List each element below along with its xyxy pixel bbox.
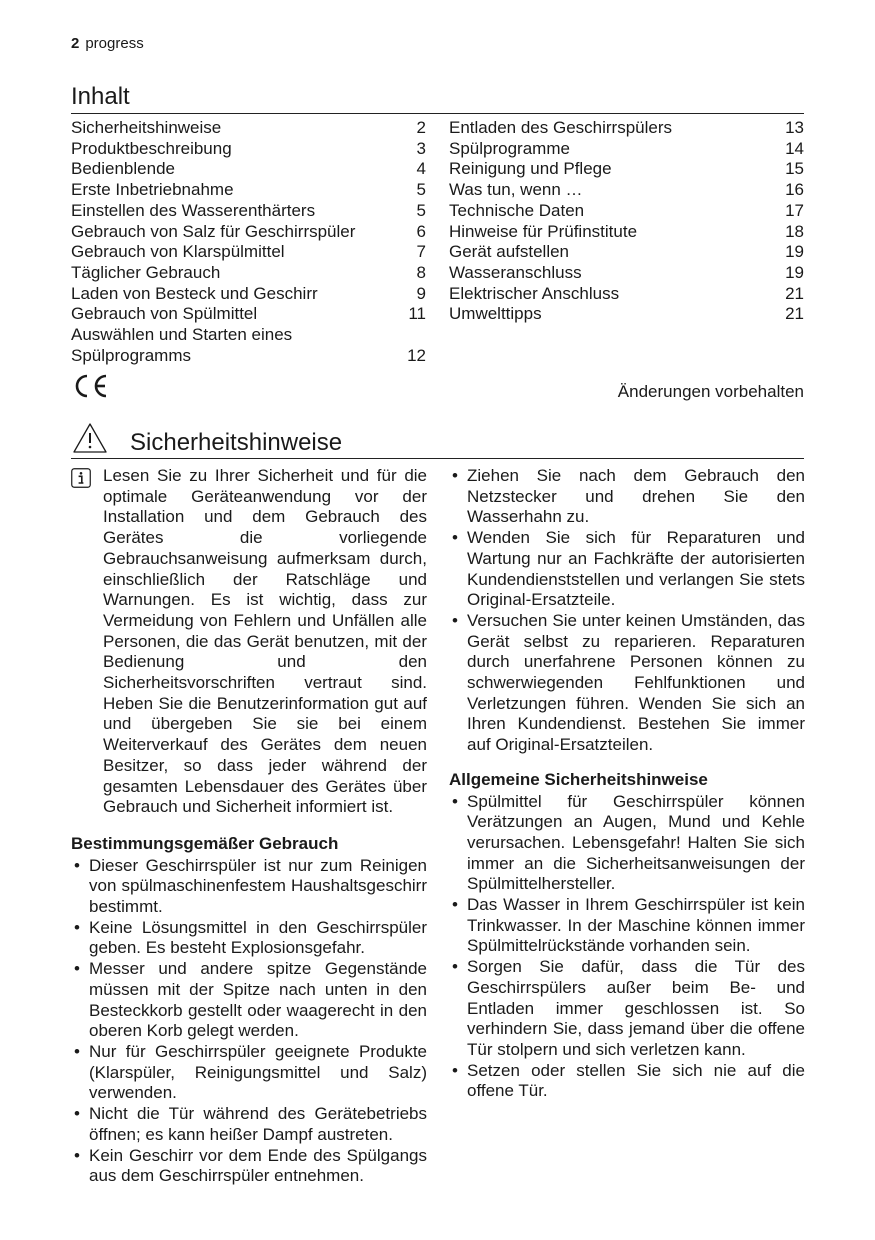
page-header — [71, 35, 144, 52]
section-divider — [71, 458, 804, 459]
toc-entry[interactable] — [449, 159, 804, 180]
toc-entry-title: Täglicher Gebrauch — [71, 262, 221, 282]
info-icon — [71, 468, 91, 488]
toc-entry-title: Gebrauch von Spülmittel — [71, 304, 258, 324]
toc-entry[interactable] — [449, 201, 804, 222]
toc-entry-title: Gebrauch von Klarspülmittel — [71, 242, 285, 262]
list-item: • Wenden Sie sich für Reparaturen und Wartung nur an Fachkräfte der autorisierten Kundendienststellen und verlangen Sie stets Original-Ersatzteile. — [449, 528, 805, 611]
toc-entry-title: Wasseranschluss — [449, 262, 582, 282]
list-item: • Dieser Geschirrspüler ist nur zum Reinigen von spülmaschinenfestem Haushaltsgeschirr bestimmt. — [71, 856, 427, 918]
intended-use-list-continued — [449, 466, 805, 756]
toc-entry-page: 8 — [416, 262, 426, 282]
toc-divider — [71, 113, 804, 114]
toc-entry-page: 17 — [785, 200, 804, 220]
toc-entry-page: 9 — [416, 283, 426, 303]
toc-entry-page: 12 — [407, 345, 426, 365]
toc-entry[interactable] — [71, 222, 426, 243]
toc-entry[interactable] — [449, 180, 804, 201]
toc-right-column — [449, 118, 804, 325]
toc-entry[interactable] — [71, 304, 426, 325]
toc-entry-title: Reinigung und Pflege — [449, 159, 612, 179]
list-item: • Das Wasser in Ihrem Geschirrspüler ist kein Trinkwasser. In der Maschine können immer Spülmittelrückstände vorhanden sein. — [449, 895, 805, 957]
general-safety-list — [449, 792, 805, 1103]
toc-title: Inhalt — [71, 83, 130, 110]
toc-entry-page: 15 — [785, 159, 804, 179]
list-item: • Versuchen Sie unter keinen Umständen, das Gerät selbst zu reparieren. Reparaturen durch unerfahrene Personen können zu schwerwiegenden Fehlfunktionen und Verletzungen führen. Wenden Sie sich an Ihren Kundendienst. Bestehen Sie immer auf Original-Ersatzteilen. — [449, 611, 805, 756]
toc-entry-title: Hinweise für Prüfinstitute — [449, 221, 638, 241]
toc-entry-title: Was tun, wenn … — [449, 180, 583, 200]
toc-entry-page: 18 — [785, 221, 804, 241]
toc-entry-page: 21 — [785, 283, 804, 303]
toc-entry-page: 19 — [785, 242, 804, 262]
toc-entry[interactable] — [71, 201, 426, 222]
list-item: • Nicht die Tür während des Gerätebetriebs öffnen; es kann heißer Dampf austreten. — [71, 1104, 427, 1145]
list-item: • Kein Geschirr vor dem Ende des Spülgangs aus dem Geschirrspüler entnehmen. — [71, 1146, 427, 1187]
list-item: • Messer und andere spitze Gegenstände müssen mit der Spitze nach unten in den Besteckkorb gestellt oder waagerecht in den oberen Korb gelegt werden. — [71, 959, 427, 1042]
info-text: Lesen Sie zu Ihrer Sicherheit und für die optimale Geräteanwendung vor der Installation und dem Gebrauch des Gerätes die vorliegende Gebrauchsanweisung aufmerksam durch, einschließlich der Ratschläge und Warnungen. Es ist wichtig, dass zur Vermeidung von Fehlern und Unfällen alle Personen, die das Gerät benutzen, mit der Bedienung und den Sicherheitsvorschriften vertraut sind. Heben Sie die Benutzerinformation gut auf und übergeben Sie sie bei einem Weiterverkauf des Gerätes dem neuen Besitzer, so dass jeder während der gesamten Lebensdauer des Gerätes über Gebrauch und Sicherheit informiert ist. — [103, 466, 427, 817]
toc-left-column — [71, 118, 426, 366]
intended-use-heading: Bestimmungsgemäßer Gebrauch — [71, 833, 339, 853]
intended-use-list — [71, 856, 427, 1187]
toc-entry-page: 2 — [416, 118, 426, 137]
toc-entry-page: 7 — [416, 242, 426, 262]
toc-entry-page: 6 — [416, 221, 426, 241]
section-title: Sicherheitshinweise — [130, 429, 343, 456]
toc-entry[interactable] — [71, 325, 426, 366]
toc-entry-title: Einstellen des Wasserenthärters — [71, 200, 316, 220]
toc-entry[interactable] — [449, 304, 804, 325]
toc-entry-page: 19 — [785, 262, 804, 282]
toc-entry-title: Umwelttipps — [449, 304, 542, 324]
toc-entry-title: Technische Daten — [449, 200, 585, 220]
toc-entry[interactable] — [71, 159, 426, 180]
toc-entry-page: 13 — [785, 118, 804, 137]
toc-entry-page: 16 — [785, 180, 804, 200]
toc-entry[interactable] — [71, 263, 426, 284]
toc-entry-title: Spülprogramme — [449, 138, 570, 158]
toc-entry-page: 4 — [416, 159, 426, 179]
list-item: • Sorgen Sie dafür, dass die Tür des Geschirrspülers außer beim Be- und Entladen immer geschlossen ist. So verhindern Sie, dass jemand über die offene Tür stolpern und sich verletzen kann. — [449, 957, 805, 1061]
toc-entry[interactable] — [449, 118, 804, 139]
toc-entry-title: Produktbeschreibung — [71, 138, 232, 158]
toc-entry[interactable] — [449, 222, 804, 243]
toc-entry-title: Gerät aufstellen — [449, 242, 570, 262]
toc-entry-page: 5 — [416, 200, 426, 220]
ce-mark-icon — [70, 372, 110, 400]
info-block — [71, 466, 427, 818]
list-item: • Ziehen Sie nach dem Gebrauch den Netzstecker und drehen Sie den Wasserhahn zu. — [449, 466, 805, 528]
list-item: • Nur für Geschirrspüler geeignete Produkte (Klarspüler, Reinigungsmittel und Salz) verwenden. — [71, 1042, 427, 1104]
toc-entry-title: Bedienblende — [71, 159, 175, 179]
toc-entry-page: 11 — [408, 304, 426, 324]
toc-entry-title: Sicherheitshinweise — [71, 118, 222, 137]
toc-entry[interactable] — [449, 284, 804, 305]
list-item: • Spülmittel für Geschirrspüler können Verätzungen an Augen, Mund und Kehle verursachen. Lebensgefahr! Halten Sie sich immer an die Sicherheitsanweisungen der Spülmittelhersteller. — [449, 792, 805, 896]
toc-entry-title: Gebrauch von Salz für Geschirrspüler — [71, 221, 356, 241]
toc-entry-page: 3 — [416, 138, 426, 158]
toc-entry-title: Elektrischer Anschluss — [449, 283, 620, 303]
toc-entry[interactable] — [71, 284, 426, 305]
toc-entry[interactable] — [449, 263, 804, 284]
toc-entry-title: Entladen des Geschirrspülers — [449, 118, 673, 137]
toc-entry-title: Erste Inbetriebnahme — [71, 180, 234, 200]
toc-entry[interactable] — [449, 139, 804, 160]
list-item: • Keine Lösungsmittel in den Geschirrspüler geben. Es besteht Explosionsgefahr. — [71, 918, 427, 959]
toc-entry[interactable] — [71, 118, 426, 139]
toc-entry[interactable] — [71, 242, 426, 263]
toc-entry-page: 5 — [416, 180, 426, 200]
list-item: • Setzen oder stellen Sie sich nie auf die offene Tür. — [449, 1061, 805, 1102]
warning-triangle-icon — [72, 422, 108, 454]
toc-entry[interactable] — [449, 242, 804, 263]
general-safety-heading: Allgemeine Sicherheitshinweise — [449, 769, 708, 789]
safety-left-column — [71, 466, 427, 1187]
toc-entry[interactable] — [71, 139, 426, 160]
changes-reserved-note: Änderungen vorbehalten — [617, 382, 804, 401]
brand-name: progress — [85, 35, 144, 52]
toc-entry-page: 14 — [785, 138, 804, 158]
toc-entry-page: 21 — [785, 304, 804, 324]
toc-entry-title: Laden von Besteck und Geschirr — [71, 283, 318, 303]
toc-entry[interactable] — [71, 180, 426, 201]
page-number: 2 — [71, 35, 80, 52]
safety-right-column — [449, 466, 805, 1102]
toc-entry-title: Auswählen und Starten eines Spülprogramms — [71, 325, 293, 365]
